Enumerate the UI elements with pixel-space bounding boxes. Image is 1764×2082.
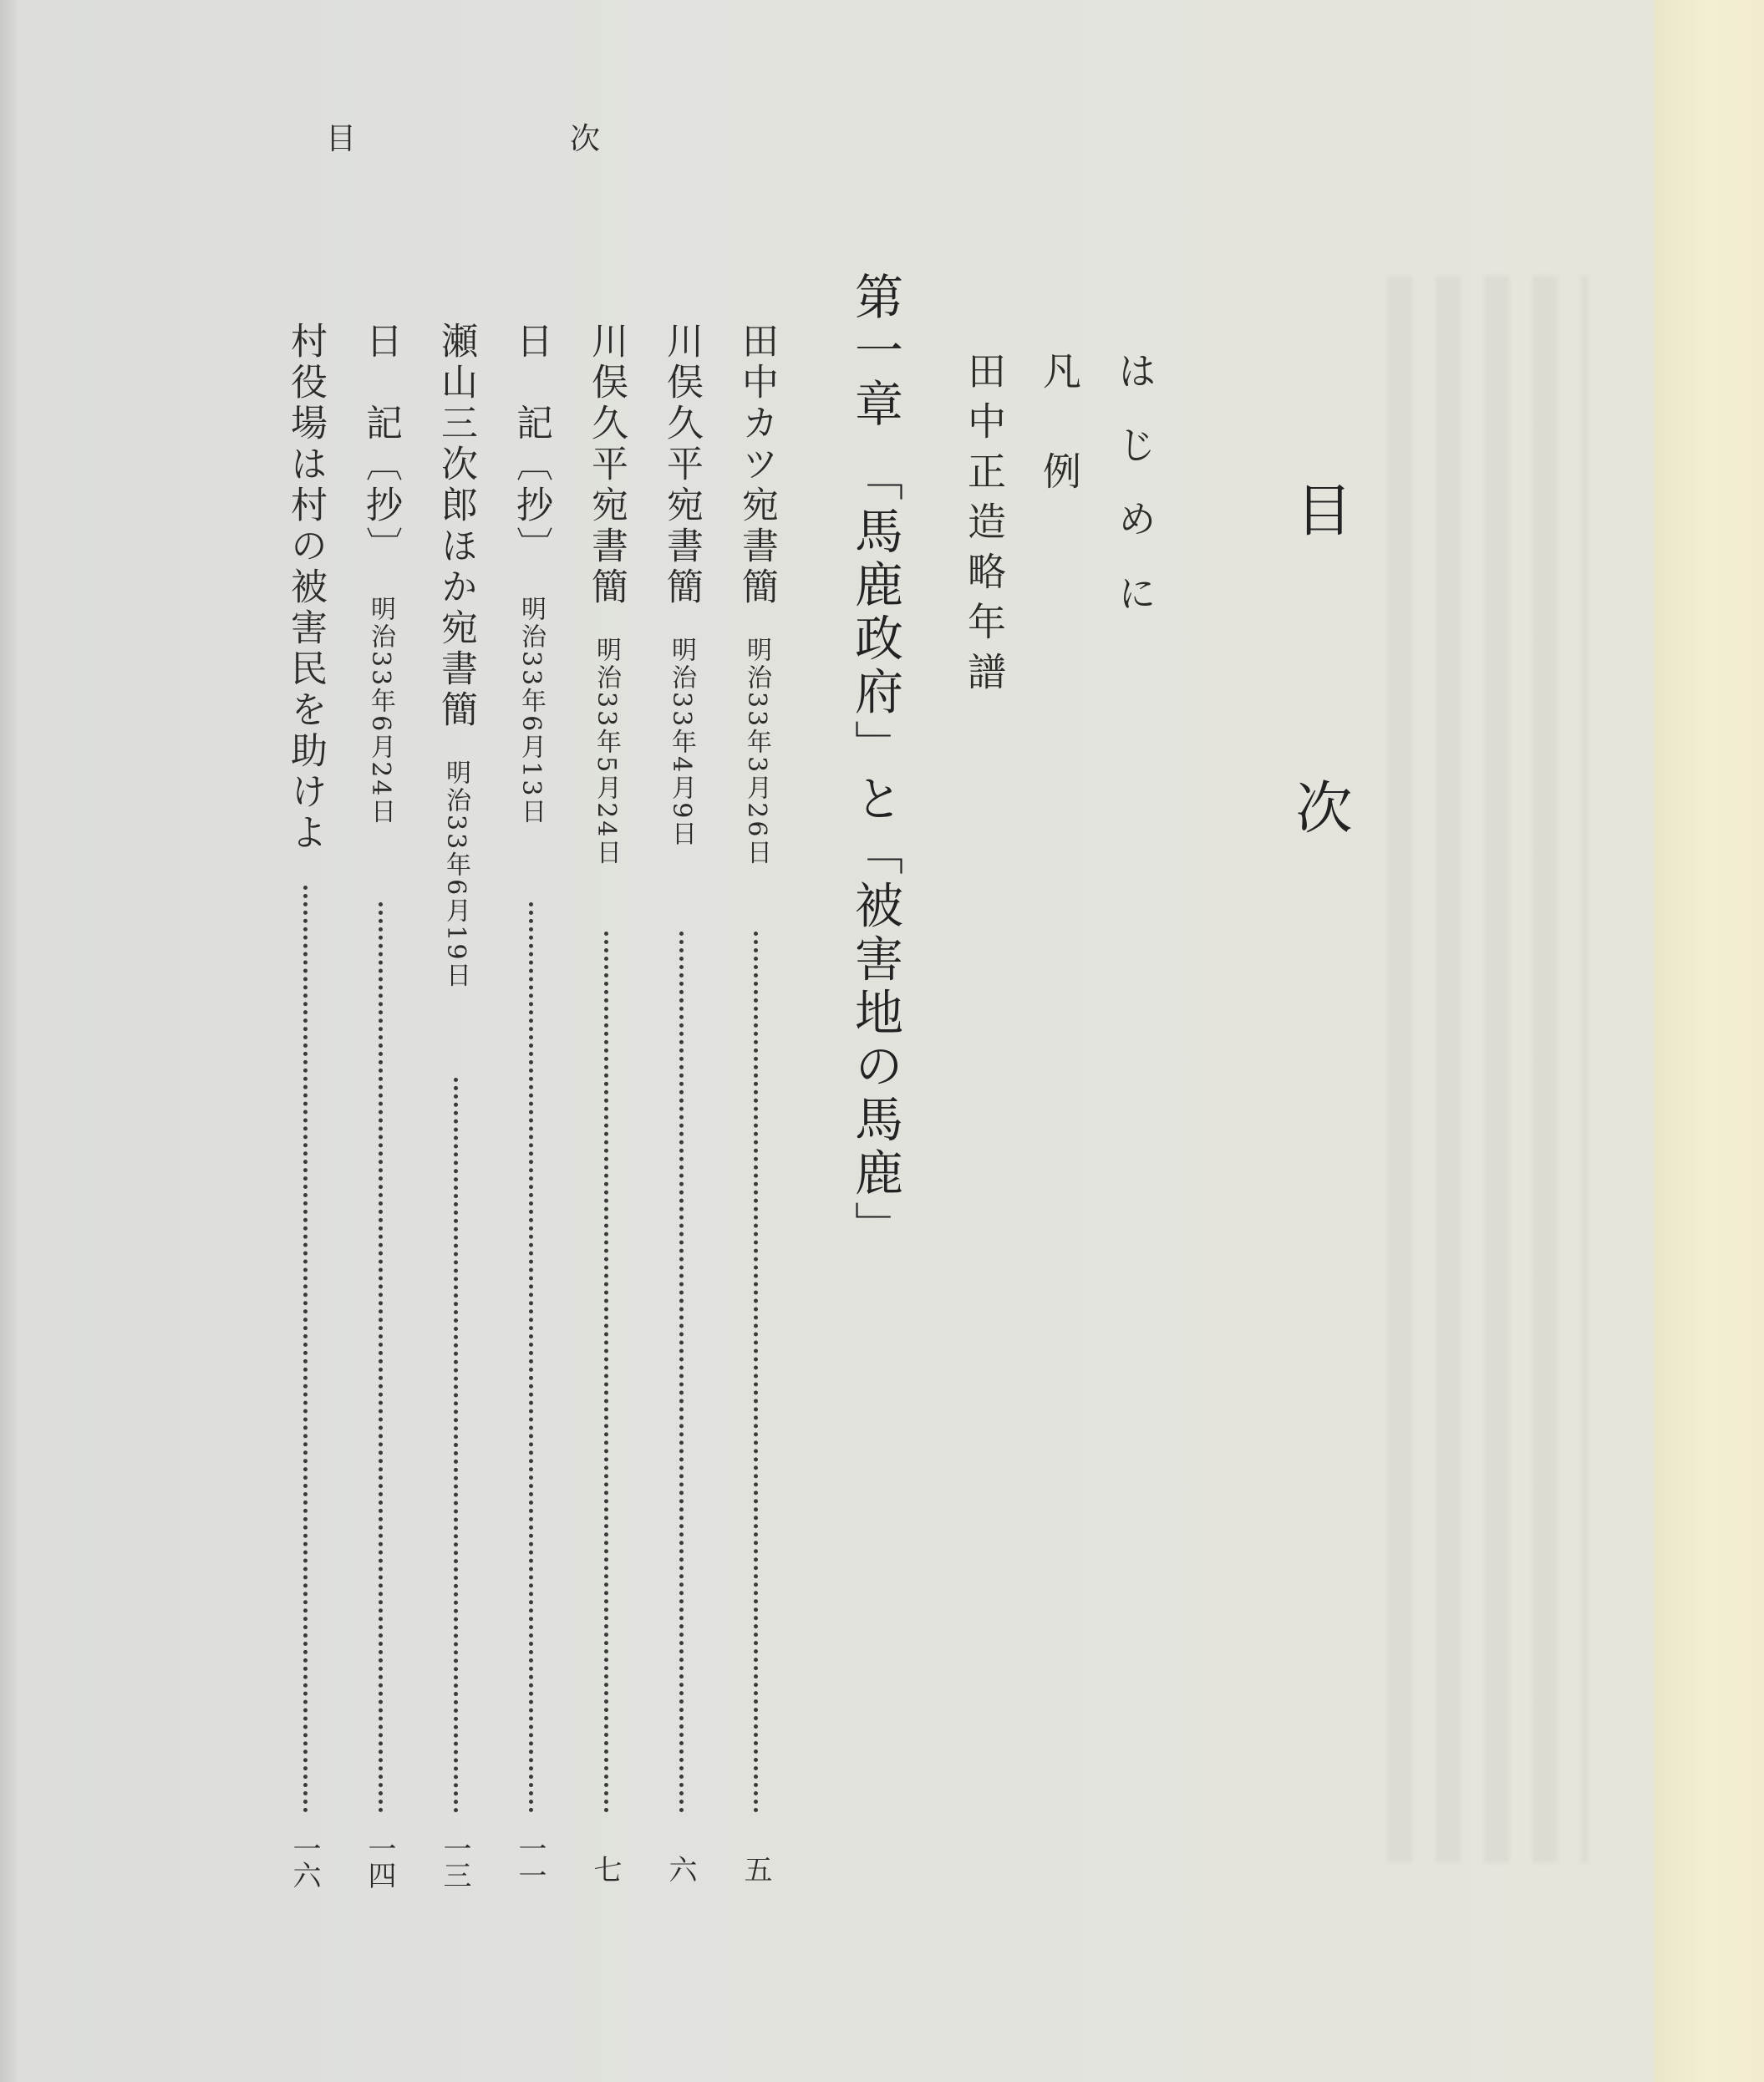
toc-entry [504,322,557,825]
bleed-through-text [1387,276,1588,1863]
toc-entry-date: 明治33年6月13日 [516,596,546,826]
toc-entry-title: 川俣久平宛書簡 [585,322,628,608]
toc-entry-title: 瀬山三次郎ほか宛書簡 [435,322,477,731]
toc-entry [429,322,482,989]
toc-page-number: 一三 [438,1834,471,1887]
page-edge-left [0,0,17,2082]
dot-leader [529,902,533,1813]
toc-page-number: 一四 [363,1834,396,1887]
dot-leader [379,902,383,1813]
dot-leader [303,886,308,1813]
toc-entry-date: 明治33年6月19日 [441,759,470,990]
toc-entry [729,322,783,866]
toc-entry-title: 村役場は村の被害民を助けよ [284,322,327,854]
facing-page-edge [1655,0,1764,2082]
toc-entry [353,322,407,825]
toc-entry-title: 田中カツ宛書簡 [735,322,778,608]
dot-leader [604,932,608,1813]
toc-entry-title: 日 記〔抄〕 [359,322,402,567]
toc-front-item: は じ め に [1112,351,1157,623]
dot-leader [754,932,758,1813]
toc-entry-title: 日 記〔抄〕 [510,322,552,567]
toc-page-number: 一六 [287,1834,321,1887]
dot-leader [679,932,684,1813]
toc-entry-date: 明治33年3月26日 [742,637,771,867]
toc-entry-date: 明治33年6月24日 [366,596,395,826]
toc-front-item: 田中正造略年譜 [962,351,1007,702]
dot-leader [454,1078,458,1813]
toc-page-number: 五 [739,1855,772,1881]
toc-entry [278,322,332,854]
toc-entry-date: 明治33年4月9日 [667,637,696,849]
toc-entry [654,322,708,848]
toc-page-number: 一一 [513,1834,546,1887]
toc-front-item: 凡 例 [1037,351,1082,501]
book-page [17,0,1655,2082]
toc-entry-date: 明治33年5月24日 [592,637,621,867]
toc-entry [579,322,633,866]
chapter-heading: 第一章 「馬鹿政府」と「被害地の馬鹿」 [846,272,903,1255]
toc-entry-title: 川俣久平宛書簡 [660,322,703,608]
running-head: 目 次 [326,122,693,156]
page-title: 目 次 [1286,480,1352,927]
toc-page-number: 六 [663,1855,697,1881]
toc-page-number: 七 [588,1855,622,1881]
